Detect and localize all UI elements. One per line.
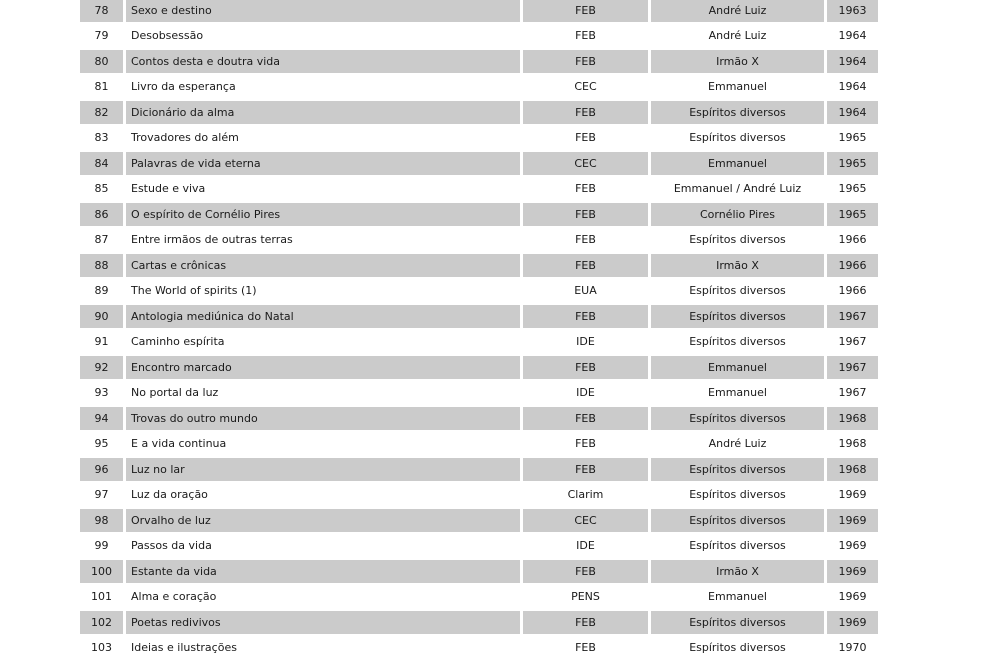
book-title-cell: Trovas do outro mundo	[126, 407, 520, 430]
table-row	[80, 50, 878, 73]
book-number-cell: 94	[80, 407, 123, 430]
table-row	[80, 0, 878, 22]
book-author-cell: André Luiz	[651, 433, 824, 456]
book-year-cell: 1966	[827, 280, 878, 303]
book-title-cell: Dicionário da alma	[126, 101, 520, 124]
book-title-cell: Passos da vida	[126, 535, 520, 558]
book-publisher-cell: FEB	[523, 178, 648, 201]
book-year-cell: 1970	[827, 637, 878, 660]
table-row	[80, 101, 878, 124]
book-title-cell: Palavras de vida eterna	[126, 152, 520, 175]
book-author-cell: Espíritos diversos	[651, 535, 824, 558]
book-number-cell: 92	[80, 356, 123, 379]
book-year-cell: 1968	[827, 458, 878, 481]
book-author-cell: André Luiz	[651, 25, 824, 48]
book-number-cell: 89	[80, 280, 123, 303]
table-row	[80, 637, 878, 660]
book-number-cell: 100	[80, 560, 123, 583]
table-row	[80, 560, 878, 583]
books-table-body	[80, 0, 878, 659]
book-publisher-cell: FEB	[523, 637, 648, 660]
book-publisher-cell: IDE	[523, 382, 648, 405]
table-row	[80, 407, 878, 430]
table-row	[80, 433, 878, 456]
book-author-cell: Espíritos diversos	[651, 305, 824, 328]
book-author-cell: Emmanuel	[651, 152, 824, 175]
book-author-cell: Emmanuel / André Luiz	[651, 178, 824, 201]
book-year-cell: 1965	[827, 127, 878, 150]
book-title-cell: Contos desta e doutra vida	[126, 50, 520, 73]
book-author-cell: Espíritos diversos	[651, 637, 824, 660]
book-title-cell: Luz no lar	[126, 458, 520, 481]
book-publisher-cell: CEC	[523, 76, 648, 99]
book-year-cell: 1964	[827, 101, 878, 124]
table-row	[80, 331, 878, 354]
book-number-cell: 91	[80, 331, 123, 354]
book-number-cell: 82	[80, 101, 123, 124]
book-author-cell: Espíritos diversos	[651, 127, 824, 150]
book-title-cell: Livro da esperança	[126, 76, 520, 99]
book-year-cell: 1964	[827, 76, 878, 99]
book-publisher-cell: FEB	[523, 0, 648, 22]
book-number-cell: 86	[80, 203, 123, 226]
book-title-cell: E a vida continua	[126, 433, 520, 456]
book-number-cell: 96	[80, 458, 123, 481]
book-year-cell: 1967	[827, 382, 878, 405]
book-title-cell: Antologia mediúnica do Natal	[126, 305, 520, 328]
book-author-cell: Cornélio Pires	[651, 203, 824, 226]
book-publisher-cell: FEB	[523, 101, 648, 124]
book-publisher-cell: FEB	[523, 50, 648, 73]
book-year-cell: 1966	[827, 254, 878, 277]
table-row	[80, 382, 878, 405]
book-number-cell: 93	[80, 382, 123, 405]
book-number-cell: 81	[80, 76, 123, 99]
book-author-cell: Emmanuel	[651, 382, 824, 405]
book-year-cell: 1967	[827, 356, 878, 379]
book-number-cell: 98	[80, 509, 123, 532]
book-publisher-cell: FEB	[523, 203, 648, 226]
book-number-cell: 84	[80, 152, 123, 175]
book-year-cell: 1969	[827, 586, 878, 609]
book-author-cell: Irmão X	[651, 560, 824, 583]
book-year-cell: 1965	[827, 152, 878, 175]
book-publisher-cell: FEB	[523, 560, 648, 583]
table-row	[80, 76, 878, 99]
book-author-cell: Espíritos diversos	[651, 509, 824, 532]
book-title-cell: Luz da oração	[126, 484, 520, 507]
table-row	[80, 611, 878, 634]
book-year-cell: 1964	[827, 50, 878, 73]
book-title-cell: Estante da vida	[126, 560, 520, 583]
book-year-cell: 1969	[827, 611, 878, 634]
book-year-cell: 1969	[827, 535, 878, 558]
book-title-cell: Trovadores do além	[126, 127, 520, 150]
book-publisher-cell: PENS	[523, 586, 648, 609]
book-number-cell: 83	[80, 127, 123, 150]
book-number-cell: 95	[80, 433, 123, 456]
book-publisher-cell: FEB	[523, 254, 648, 277]
book-publisher-cell: FEB	[523, 127, 648, 150]
book-number-cell: 87	[80, 229, 123, 252]
table-row	[80, 127, 878, 150]
books-table	[77, 0, 881, 662]
book-year-cell: 1967	[827, 305, 878, 328]
book-year-cell: 1969	[827, 560, 878, 583]
book-author-cell: Irmão X	[651, 50, 824, 73]
book-publisher-cell: IDE	[523, 535, 648, 558]
table-row	[80, 178, 878, 201]
book-publisher-cell: FEB	[523, 305, 648, 328]
book-number-cell: 101	[80, 586, 123, 609]
book-publisher-cell: FEB	[523, 25, 648, 48]
book-title-cell: Entre irmãos de outras terras	[126, 229, 520, 252]
book-number-cell: 102	[80, 611, 123, 634]
book-title-cell: Estude e viva	[126, 178, 520, 201]
book-publisher-cell: FEB	[523, 356, 648, 379]
book-number-cell: 78	[80, 0, 123, 22]
book-publisher-cell: FEB	[523, 433, 648, 456]
book-title-cell: Caminho espírita	[126, 331, 520, 354]
table-row	[80, 229, 878, 252]
book-title-cell: Encontro marcado	[126, 356, 520, 379]
book-author-cell: Espíritos diversos	[651, 458, 824, 481]
book-title-cell: Poetas redivivos	[126, 611, 520, 634]
book-number-cell: 80	[80, 50, 123, 73]
book-publisher-cell: CEC	[523, 509, 648, 532]
book-author-cell: Irmão X	[651, 254, 824, 277]
table-row	[80, 535, 878, 558]
book-publisher-cell: FEB	[523, 229, 648, 252]
book-author-cell: Espíritos diversos	[651, 484, 824, 507]
book-author-cell: Emmanuel	[651, 76, 824, 99]
table-row	[80, 203, 878, 226]
book-year-cell: 1966	[827, 229, 878, 252]
book-year-cell: 1969	[827, 484, 878, 507]
table-row	[80, 356, 878, 379]
book-publisher-cell: FEB	[523, 458, 648, 481]
book-publisher-cell: Clarim	[523, 484, 648, 507]
book-title-cell: The World of spirits (1)	[126, 280, 520, 303]
table-row	[80, 152, 878, 175]
book-number-cell: 85	[80, 178, 123, 201]
book-title-cell: O espírito de Cornélio Pires	[126, 203, 520, 226]
book-author-cell: Espíritos diversos	[651, 611, 824, 634]
book-title-cell: No portal da luz	[126, 382, 520, 405]
book-title-cell: Cartas e crônicas	[126, 254, 520, 277]
book-title-cell: Sexo e destino	[126, 0, 520, 22]
book-publisher-cell: FEB	[523, 611, 648, 634]
book-author-cell: André Luiz	[651, 0, 824, 22]
table-row	[80, 586, 878, 609]
table-row	[80, 509, 878, 532]
table-row	[80, 458, 878, 481]
book-year-cell: 1965	[827, 178, 878, 201]
book-author-cell: Espíritos diversos	[651, 101, 824, 124]
table-row	[80, 254, 878, 277]
book-author-cell: Espíritos diversos	[651, 407, 824, 430]
book-author-cell: Emmanuel	[651, 356, 824, 379]
book-year-cell: 1968	[827, 407, 878, 430]
book-author-cell: Espíritos diversos	[651, 280, 824, 303]
book-author-cell: Espíritos diversos	[651, 229, 824, 252]
book-title-cell: Desobsessão	[126, 25, 520, 48]
book-title-cell: Ideias e ilustrações	[126, 637, 520, 660]
book-number-cell: 79	[80, 25, 123, 48]
book-year-cell: 1967	[827, 331, 878, 354]
book-publisher-cell: FEB	[523, 407, 648, 430]
table-row	[80, 305, 878, 328]
book-number-cell: 90	[80, 305, 123, 328]
book-publisher-cell: IDE	[523, 331, 648, 354]
book-title-cell: Alma e coração	[126, 586, 520, 609]
book-year-cell: 1969	[827, 509, 878, 532]
table-row	[80, 280, 878, 303]
book-publisher-cell: CEC	[523, 152, 648, 175]
book-year-cell: 1965	[827, 203, 878, 226]
table-row	[80, 25, 878, 48]
book-number-cell: 103	[80, 637, 123, 660]
book-year-cell: 1968	[827, 433, 878, 456]
book-title-cell: Orvalho de luz	[126, 509, 520, 532]
book-number-cell: 99	[80, 535, 123, 558]
book-year-cell: 1963	[827, 0, 878, 22]
book-number-cell: 97	[80, 484, 123, 507]
book-number-cell: 88	[80, 254, 123, 277]
book-year-cell: 1964	[827, 25, 878, 48]
table-row	[80, 484, 878, 507]
book-publisher-cell: EUA	[523, 280, 648, 303]
book-author-cell: Emmanuel	[651, 586, 824, 609]
book-author-cell: Espíritos diversos	[651, 331, 824, 354]
